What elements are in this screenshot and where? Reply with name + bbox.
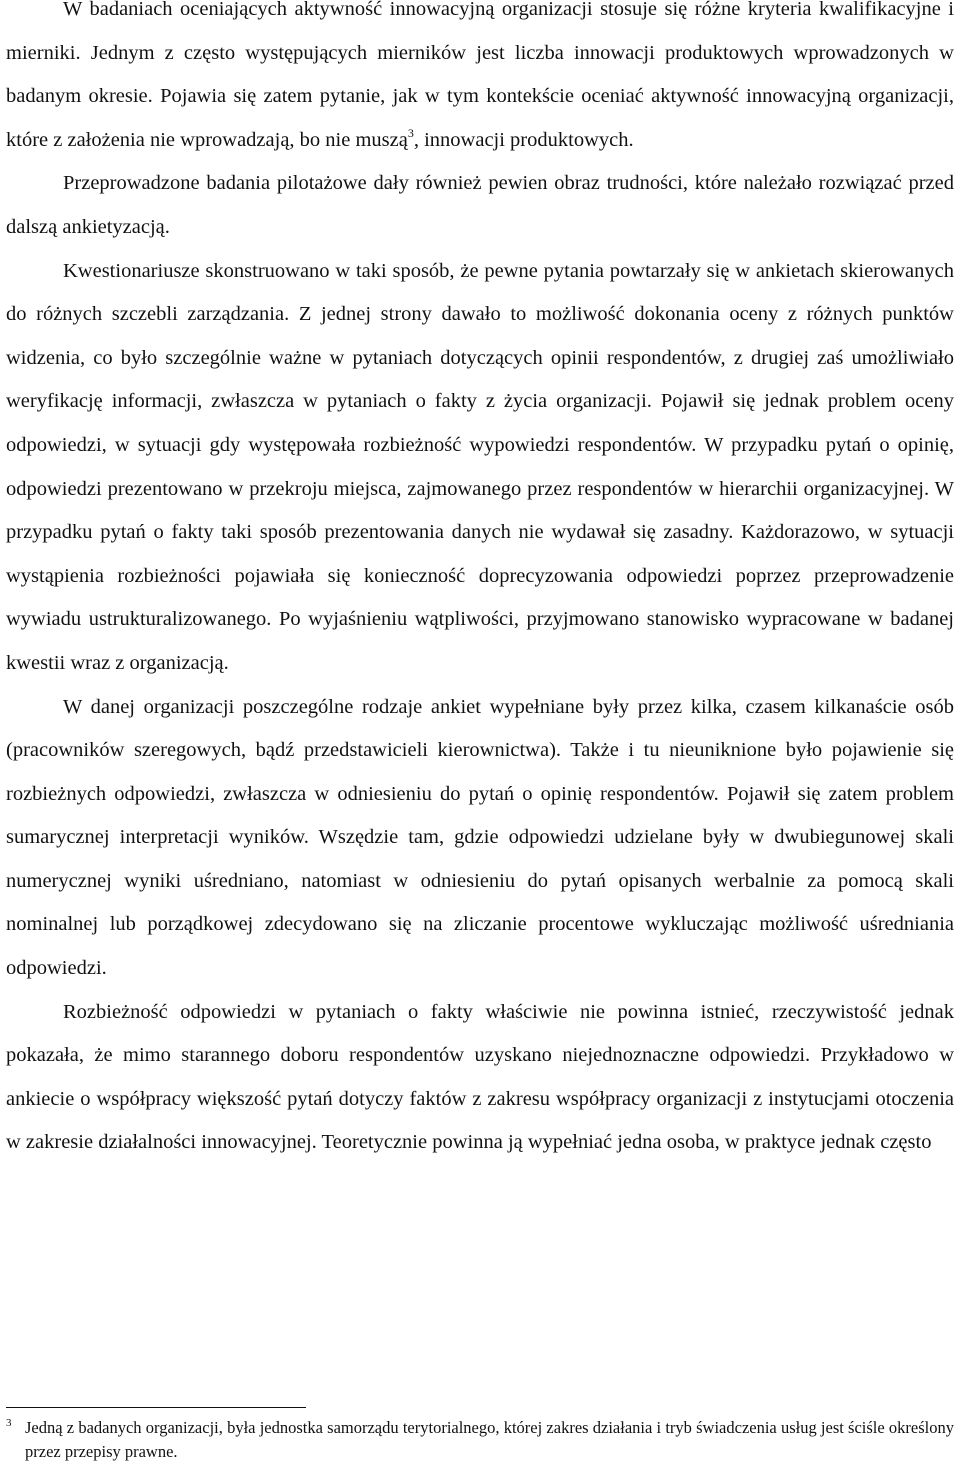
paragraph-pilot-studies: Przeprowadzone badania pilotażowe dały również pewien obraz trudności, które należało rozwiązać przed dalszą ankietyzacją. bbox=[6, 172, 954, 238]
footnote-reference[interactable]: 3 bbox=[407, 125, 414, 140]
footnote-separator bbox=[6, 1407, 306, 1408]
paragraph-survey-respondents: W danej organizacji poszczególne rodzaje ankiet wypełniane były przez kilka, czasem kilkanaście osób (pracowników szeregowych, bądź przedstawicieli kierownictwa). Także i tu nieuniknione było pojawienie się rozbieżnych odpowiedzi, zwłaszcza w odniesieniu do pytań o opinię respondentów. Pojawił się zatem problem sumarycznej interpretacji wyników. Wszędzie tam, gdzie odpowiedzi udzielane były w dwubiegunowej skali numerycznej wyniki uśredniano, natomiast w odniesieniu do pytań opisanych werbalnie za pomocą skali nominalnej lub porządkowej zdecydowano się na zliczanie procentowe wykluczając możliwość uśredniania odpowiedzi. bbox=[6, 695, 954, 980]
paragraph-questionnaires: Kwestionariusze skonstruowano w taki sposób, że pewne pytania powtarzały się w ankietach skierowanych do różnych szczebli zarządzania. Z jednej strony dawało to możliwość dokonania oceny z różnych punktów widzenia, co było szczególnie ważne w pytaniach dotyczących opinii respondentów, z drugiej zaś umożliwiało weryfikację informacji, zwłaszcza w pytaniach o fakty z życia organizacji. Pojawił się jednak problem oceny odpowiedzi, w sytuacji gdy występowała rozbieżność wypowiedzi respondentów. W przypadku pytań o opinię, odpowiedzi prezentowano w przekroju miejsca, zajmowanego przez respondentów w hierarchii organizacyjnej. W przypadku pytań o fakty taki sposób prezentowania danych nie wydawał się zasadny. Każdorazowo, w sytuacji wystąpienia rozbieżności pojawiała się konieczność doprecyzowania odpowiedzi poprzez przeprowadzenie wywiadu ustrukturalizowanego. Po wyjaśnieniu wątpliwości, przyjmowano stanowisko wypracowane w badanej kwestii wraz z organizacją. bbox=[6, 259, 954, 674]
footnote-text: Jedną z badanych organizacji, była jednostka samorządu terytorialnego, której zakres działania i tryb świadczenia usług jest ściśle określony przez przepisy prawne. bbox=[25, 1418, 954, 1461]
paragraph-innovation-criteria bbox=[6, 0, 954, 162]
document-body bbox=[6, 0, 954, 1165]
footnote: 3 Jedną z badanych organizacji, była jednostka samorządu terytorialnego, której zakres działania i tryb świadczenia usług jest ściśle określony przez przepisy prawne. bbox=[6, 1416, 954, 1464]
paragraph-text: W badaniach oceniających aktywność innowacyjną organizacji stosuje się różne kryteria kwalifikacyjne i mierniki. Jednym z często występujących mierników jest liczba innowacji produktowych wprowadzonych w badanym okresie. Pojawia się zatem pytanie, jak w tym kontekście oceniać aktywność innowacyjną organizacji, które z założenia nie wprowadzają, bo nie muszą bbox=[6, 0, 954, 151]
paragraph-text: , innowacji produktowych. bbox=[413, 128, 634, 151]
paragraph-answer-discrepancy: Rozbieżność odpowiedzi w pytaniach o fakty właściwie nie powinna istnieć, rzeczywistość jednak pokazała, że mimo starannego doboru respondentów uzyskano niejednoznaczne odpowiedzi. Przykładowo w ankiecie o współpracy większość pytań dotyczy faktów z zakresu współpracy organizacji z instytucjami otoczenia w zakresie działalności innowacyjnej. Teoretycznie powinna ją wypełniać jedna osoba, w praktyce jednak często bbox=[6, 1000, 954, 1154]
